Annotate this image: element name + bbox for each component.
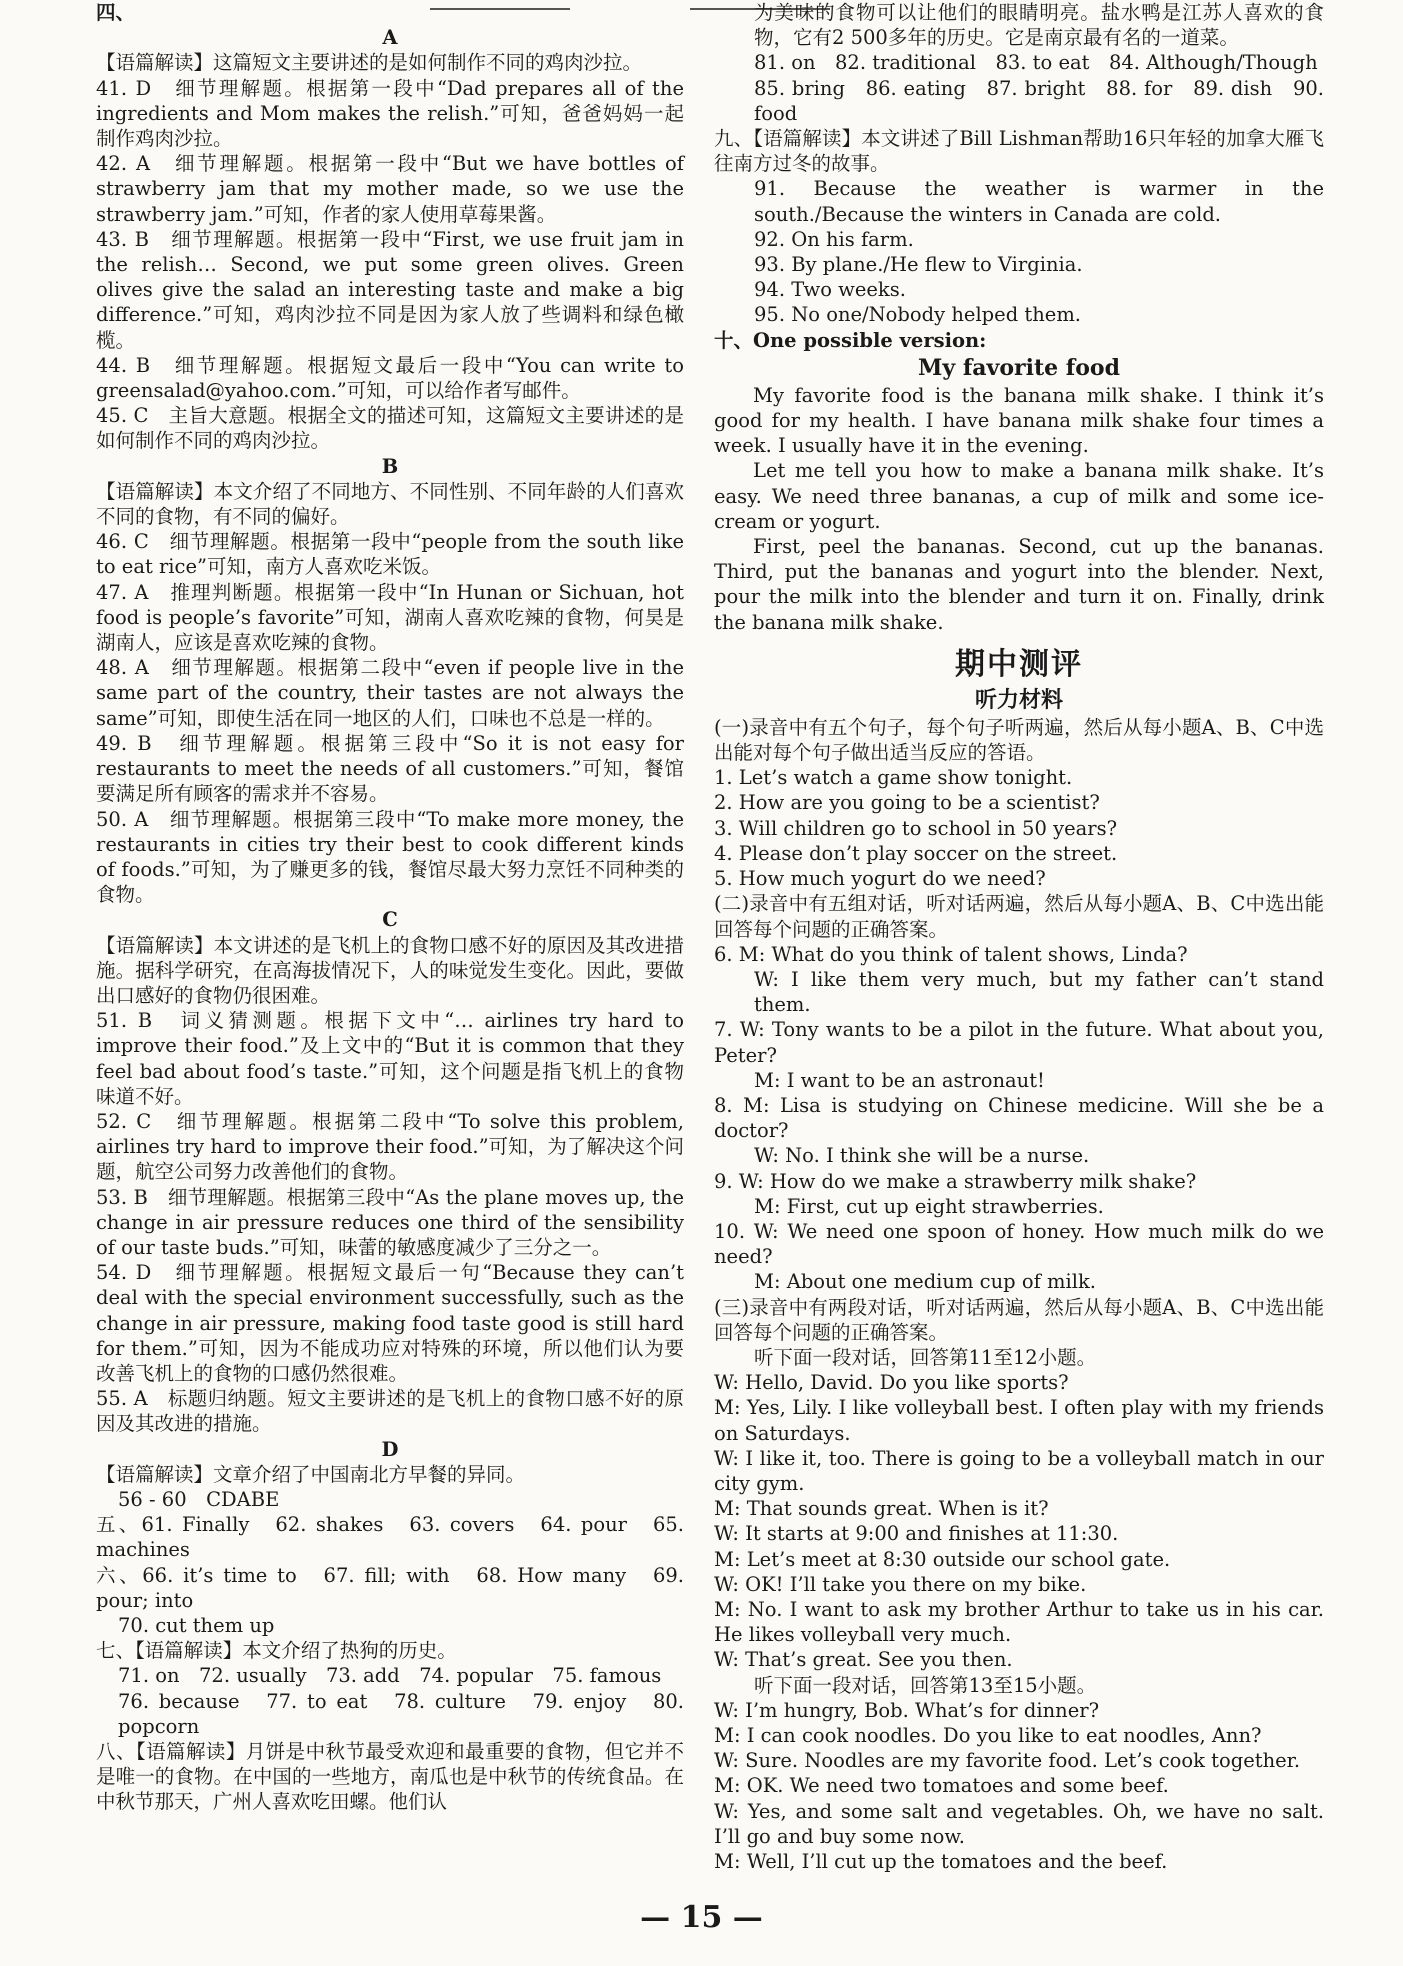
- left-line: 50. A 细节理解题。根据第三段中“To make more money, the restaurants in cities try their best to cook different kinds of foods.”可知，为了赚更多的钱，餐馆尽最大努力烹饪不同种类的食物。: [96, 807, 684, 907]
- left-line: 51. B 词义猜测题。根据下文中“… airlines try hard to improve their food.”及上文中的“But it is common that they feel bad about food’s taste.”可知，这个问题是指飞机上的食物味道不好。: [96, 1009, 684, 1108]
- right-line: 4. Please don’t play soccer on the street.: [714, 841, 1118, 865]
- right-line: 2. How are you going to be a scientist?: [714, 791, 1100, 815]
- right-line: 91. Because the weather is warmer in the south./Because the winters in Canada are cold.: [754, 177, 1324, 226]
- left-line: 六、66. it’s time to 67. fill; with 68. How many 69. pour; into: [96, 1563, 684, 1612]
- left-line: 53. B 细节理解题。根据第三段中“As the plane moves up, the change in air pressure reduces one third of the sensibility of our taste buds.”可知，味蕾的敏感度减少了三分之一。: [96, 1185, 684, 1259]
- left-line: 54. D 细节理解题。根据短文最后一句“Because they can’t deal with the special environment successfully, such as the change in air pressure, making food taste good is still hard for them.”可知，因为不能成功应对特殊的环境，所以他们认为要改善飞机上的食物的口感仍然很难。: [96, 1261, 684, 1385]
- right-line: M: OK. We need two tomatoes and some beef.: [714, 1774, 1169, 1798]
- page-number: — 15 —: [640, 1900, 763, 1935]
- left-line: 45. C 主旨大意题。根据全文的描述可知，这篇短文主要讲述的是如何制作不同的鸡肉沙拉。: [96, 404, 684, 453]
- right-line: M: Yes, Lily. I like volleyball best. I often play with my friends on Saturdays.: [714, 1396, 1324, 1445]
- right-column: [714, 0, 1324, 1874]
- left-line: 五、61. Finally 62. shakes 63. covers 64. pour 65. machines: [96, 1513, 684, 1562]
- left-line: 42. A 细节理解题。根据第一段中“But we have bottles of strawberry jam that my mother made, so we use the strawberry jam.”可知，作者的家人使用草莓果酱。: [96, 152, 684, 226]
- left-line: 41. D 细节理解题。根据第一段中“Dad prepares all of the ingredients and Mom makes the relish.”可知，爸爸妈妈一起制作鸡肉沙拉。: [96, 76, 684, 151]
- right-line: 8. M: Lisa is studying on Chinese medicine. Will she be a doctor?: [714, 1093, 1324, 1143]
- right-line: 1. Let’s watch a game show tonight.: [714, 766, 1073, 790]
- right-line: M: I can cook noodles. Do you like to eat noodles, Ann?: [714, 1724, 1262, 1747]
- right-line: 听下面一段对话，回答第13至15小题。: [754, 1673, 1097, 1697]
- left-line: C: [382, 908, 398, 932]
- right-line: W: I like them very much, but my father can’t stand them.: [754, 967, 1324, 1017]
- right-line: 期中测评: [955, 646, 1083, 682]
- left-line: 七、【语篇解读】本文介绍了热狗的历史。: [96, 1639, 457, 1663]
- right-line: W: Sure. Noodles are my favorite food. Let’s cook together.: [714, 1749, 1301, 1773]
- left-column: [96, 0, 684, 1815]
- left-line: 44. B 细节理解题。根据短文最后一段中“You can write to greensalad@yahoo.com.”可知，可以给作者写邮件。: [96, 353, 684, 403]
- left-line: 76. because 77. to eat 78. culture 79. enjoy 80. popcorn: [118, 1689, 684, 1738]
- right-line: 九、【语篇解读】本文讲述了Bill Lishman帮助16只年轻的加拿大雁飞往南方过冬的故事。: [714, 127, 1324, 176]
- right-line: M: I want to be an astronaut!: [754, 1068, 1045, 1092]
- right-line: 92. On his farm.: [754, 227, 914, 251]
- left-line: 48. A 细节理解题。根据第二段中“even if people live in the same part of the country, their tastes are not always the same”可知，即使生活在同一地区的人们，口味也不总是一样的。: [96, 656, 684, 730]
- left-line: 【语篇解读】本文讲述的是飞机上的食物口感不好的原因及其改进措施。据科学研究，在高海拔情况下，人的味觉发生变化。因此，要做出口感好的食物仍很困难。: [96, 933, 684, 1007]
- right-line: W: I like it, too. There is going to be a volleyball match in our city gym.: [714, 1446, 1324, 1495]
- left-line: A: [382, 26, 398, 50]
- right-line: W: Yes, and some salt and vegetables. Oh, we have no salt. I’ll go and buy some now.: [714, 1799, 1324, 1848]
- left-line: 49. B 细节理解题。根据第三段中“So it is not easy for restaurants to meet the needs of all customers.”可知，餐馆要满足所有顾客的需求并不容易。: [96, 731, 684, 806]
- left-line: D: [381, 1437, 399, 1461]
- left-line: 46. C 细节理解题。根据第一段中“people from the south like to eat rice”可知，南方人喜欢吃米饭。: [96, 530, 684, 579]
- right-line: M: Let’s meet at 8:30 outside our school gate.: [714, 1547, 1171, 1571]
- right-line: 3. Will children go to school in 50 years?: [714, 816, 1118, 840]
- right-line: (三)录音中有两段对话，听对话两遍，然后从每小题A、B、C中选出能回答每个问题的正确答案。: [714, 1295, 1324, 1344]
- right-line: Let me tell you how to make a banana milk shake. It’s easy. We need three bananas, a cup of milk and some ice-cream or yogurt.: [714, 459, 1324, 533]
- right-line: 85. bring 86. eating 87. bright 88. for 89. dish 90. food: [754, 76, 1324, 125]
- left-line: 55. A 标题归纳题。短文主要讲述的是飞机上的食物口感不好的原因及其改进的措施。: [96, 1387, 684, 1436]
- left-line: 【语篇解读】本文介绍了不同地方、不同性别、不同年龄的人们喜欢不同的食物，有不同的偏好。: [96, 479, 684, 529]
- right-line: (二)录音中有五组对话，听对话两遍，然后从每小题A、B、C中选出能回答每个问题的正确答案。: [714, 892, 1324, 941]
- right-line: M: That sounds great. When is it?: [714, 1497, 1049, 1521]
- right-line: W: OK! I’ll take you there on my bike.: [714, 1572, 1087, 1596]
- right-line: 5. How much yogurt do we need?: [714, 867, 1046, 891]
- right-line: 听下面一段对话，回答第11至12小题。: [754, 1345, 1097, 1369]
- left-line: 70. cut them up: [118, 1614, 275, 1637]
- right-line: M: First, cut up eight strawberries.: [754, 1194, 1104, 1218]
- right-line: M: Well, I’ll cut up the tomatoes and the beef.: [714, 1850, 1168, 1874]
- right-line: W: Hello, David. Do you like sports?: [714, 1371, 1069, 1395]
- right-line: 6. M: What do you think of talent shows, Linda?: [714, 942, 1188, 966]
- right-line: 94. Two weeks.: [754, 278, 906, 302]
- left-line: 四、: [96, 1, 136, 24]
- right-line: (一)录音中有五个句子，每个句子听两遍，然后从每小题A、B、C中选出能对每个句子做出适当反应的答语。: [714, 715, 1324, 765]
- right-line: M: No. I want to ask my brother Arthur to take us in his car. He likes volleyball very much.: [714, 1597, 1324, 1647]
- right-line: W: No. I think she will be a nurse.: [754, 1144, 1090, 1168]
- right-line: First, peel the bananas. Second, cut up the bananas. Third, put the bananas and yogurt into the blender. Next, pour the milk into the blender and turn it on. Finally, drink the banana milk shake.: [714, 535, 1324, 634]
- left-line: B: [381, 454, 399, 478]
- right-line: My favorite food is the banana milk shake. I think it’s good for my health. I have banana milk shake four times a week. I usually have it in the evening.: [714, 383, 1324, 458]
- right-line: 7. W: Tony wants to be a pilot in the future. What about you, Peter?: [714, 1018, 1324, 1067]
- right-line: W: That’s great. See you then.: [714, 1648, 1013, 1672]
- right-line: 93. By plane./He flew to Virginia.: [754, 253, 1083, 277]
- left-line: 56 - 60 CDABE: [118, 1487, 280, 1511]
- left-line: 【语篇解读】文章介绍了中国南北方早餐的异同。: [96, 1462, 526, 1486]
- right-line: W: It starts at 9:00 and finishes at 11:30.: [714, 1522, 1119, 1546]
- right-line: 10. W: We need one spoon of honey. How much milk do we need?: [714, 1219, 1324, 1269]
- left-line: 71. on 72. usually 73. add 74. popular 75. famous: [118, 1664, 662, 1688]
- right-line: 81. on 82. traditional 83. to eat 84. Although/Though: [754, 51, 1318, 75]
- right-line: 为美味的食物可以让他们的眼睛明亮。盐水鸭是江苏人喜欢的食物，它有2 500多年的历史。它是南京最有名的一道菜。: [754, 1, 1324, 50]
- right-line: W: I’m hungry, Bob. What’s for dinner?: [714, 1698, 1100, 1722]
- left-line: 八、【语篇解读】月饼是中秋节最受欢迎和最重要的食物，但它并不是唯一的食物。在中国的一些地方，南瓜也是中秋节的传统食品。在中秋节那天，广州人喜欢吃田螺。他们认: [96, 1740, 684, 1814]
- right-line: M: About one medium cup of milk.: [754, 1270, 1096, 1294]
- right-line: 听力材料: [974, 686, 1063, 713]
- left-line: 52. C 细节理解题。根据第二段中“To solve this problem, airlines try hard to improve their food.”可知，为了解决这个问题，航空公司努力改善他们的食物。: [96, 1109, 684, 1184]
- left-line: 43. B 细节理解题。根据第一段中“First, we use fruit jam in the relish… Second, we put some green olives. Green olives give the salad an interesting taste and make a big difference.”可知，鸡肉沙拉不同是因为家人放了些调料和绿色橄榄。: [96, 227, 684, 352]
- right-line: 95. No one/Nobody helped them.: [754, 303, 1082, 327]
- right-line: My favorite food: [918, 354, 1120, 381]
- left-line: 【语篇解读】这篇短文主要讲述的是如何制作不同的鸡肉沙拉。: [96, 51, 643, 75]
- right-line: 9. W: How do we make a strawberry milk shake?: [714, 1169, 1197, 1193]
- left-line: 47. A 推理判断题。根据第一段中“In Hunan or Sichuan, hot food is people’s favorite”可知，湖南人喜欢吃辣的食物，何昊是湖南人，应该是喜欢吃辣的食物。: [96, 580, 684, 655]
- right-line: 十、One possible version:: [714, 328, 987, 352]
